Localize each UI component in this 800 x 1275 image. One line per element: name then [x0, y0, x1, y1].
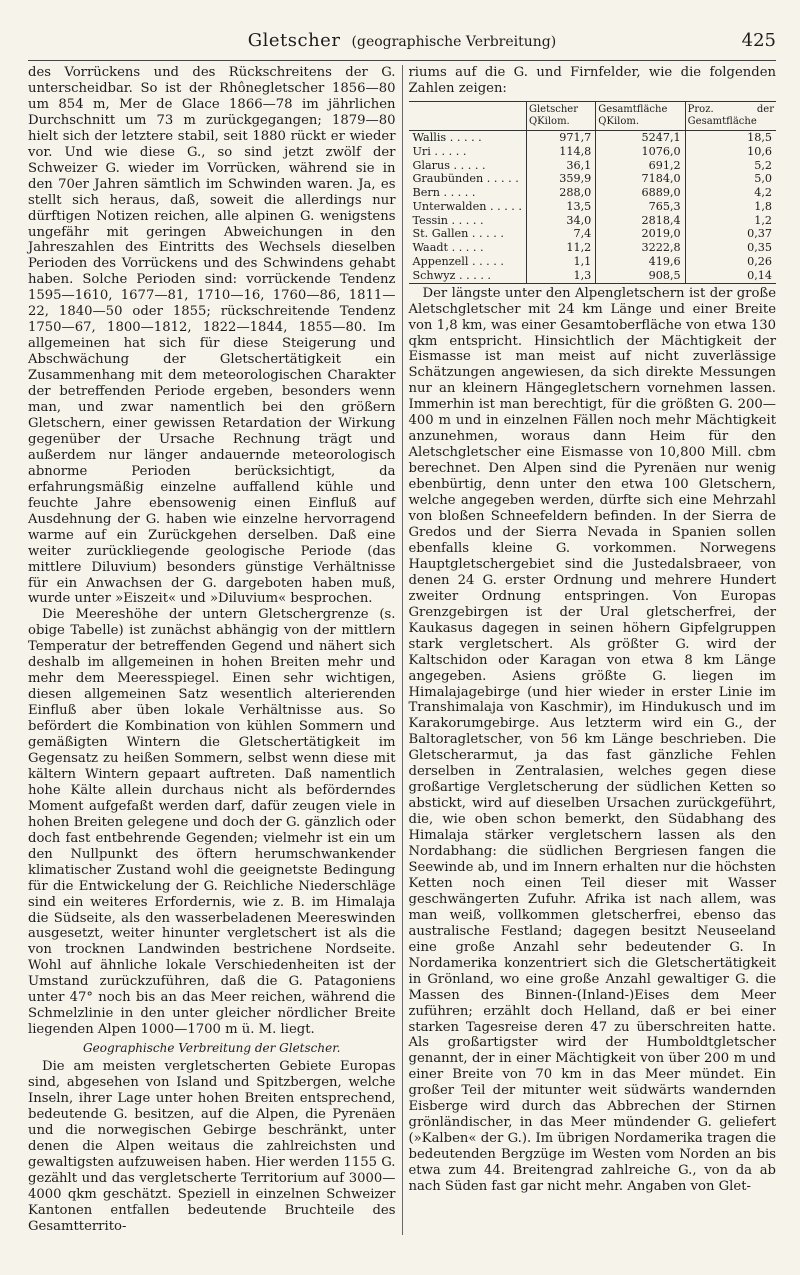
table-header-gesamt: Gesamtfläche QKilom. — [596, 101, 685, 130]
table-row — [409, 130, 777, 144]
canton-cell: Appenzell . . . . . — [412, 255, 504, 269]
section-heading: Geographische Verbreitung der Gletscher. — [83, 1041, 341, 1056]
header-title: Gletscher — [247, 30, 341, 51]
table-intro: riums auf die G. und Firnfelder, wie die folgenden Zahlen zeigen: — [408, 65, 776, 96]
proz-cell: 10,6 — [685, 145, 776, 159]
gesamt-cell: 765,3 — [596, 200, 685, 214]
table-row — [409, 214, 777, 228]
left-column — [28, 65, 396, 1235]
gesamt-cell: 7184,0 — [596, 172, 685, 186]
canton-cell: Tessin . . . . . — [412, 213, 484, 227]
canton-cell: Uri . . . . . — [412, 144, 467, 158]
table-row — [409, 145, 777, 159]
proz-cell: 5,2 — [685, 159, 776, 173]
gesamt-cell: 691,2 — [596, 159, 685, 173]
running-header — [28, 30, 776, 56]
table-row — [409, 200, 777, 214]
gletscher-cell: 7,4 — [526, 227, 595, 241]
gletscher-cell: 359,9 — [526, 172, 595, 186]
table-header-canton — [409, 101, 527, 130]
gesamt-cell: 2019,0 — [596, 227, 685, 241]
canton-cell: Schwyz . . . . . — [409, 269, 527, 283]
gletscher-cell: 971,7 — [526, 130, 595, 144]
gletscher-cell: 1,3 — [526, 269, 595, 283]
canton-cell: St. Gallen . . . . . — [412, 227, 504, 241]
canton-cell: Unterwalden . . . . . — [412, 199, 522, 213]
gletscher-cell: 114,8 — [526, 145, 595, 159]
proz-cell: 0,37 — [685, 227, 776, 241]
paragraph: Der längste unter den Alpengletschern ist der große Aletschgletscher mit 24 km Länge und einer Breite von 1,8 km, was einer Gesamtoberfläche von etwa 130 qkm entspricht. Hinsichtlich der Mächtigkeit der Eismasse ist man meist auf nicht zuverlässige Schätzungen angewiesen, da sich direkte Messungen nur an kleinern Hängegletschern vornehmen lassen. Immerhin ist man berechtigt, für die größten G. 200—400 m und in einzelnen Fällen noch mehr Mächtigkeit anzunehmen, woraus dann Heim für den Aletschgletscher eine Eismasse von 10,800 Mill. cbm berechnet. Den Alpen sind die Pyrenäen nur wenig ebenbürtig, denn unter den etwa 100 Gletschern, welche angegeben werden, dürfte sich eine Mehrzahl von bloßen Schneefeldern befinden. In der Sierra de Gredos und der Sierra Nevada in Spanien sollen ebenfalls kleine G. vorkommen. Norwegens Hauptgletschergebiet sind die Justedalsbraeer, von denen 24 G. erster Ordnung und mehrere Hundert zweiter Ordnung entspringen. Von Europas Grenzgebirgen ist der Ural gletscherfrei, der Kaukasus dagegen in seinen höhern Gipfelgruppen stark vergletschert. Als größter G. wird der Kaltschidon oder Karagan von etwa 8 km Länge angegeben. Asiens größte G. liegen im Himalajagebirge (und hier wieder in erster Linie im Transhimalaja von Kaschmir), im Hindukusch und im Karakorumgebirge. Aus letzterm wird ein G., der Baltoragletscher, von 56 km Länge beschrieben. Die Gletscherarmut, ja das fast gänzliche Fehlen derselben in Zentralasien, welches gegen diese großartige Vergletscherung der südlichen Ketten so abstickt, wird auf dieselben Ursachen zurückgeführt, die, wie oben schon bemerkt, den Südabhang des Himalaja stärker vergletschern lassen als den Nordabhang: die südlichen Bergriesen fangen die Seewinde ab, und im Innern erhalten nur die höchsten Ketten noch einen Teil dieser mit Wasser geschwängerten Zufuhr. Afrika ist nach allem, was man weiß, vollkommen gletscherfrei, ebenso das australische Festland; dagegen besitzt Neuseeland eine große Anzahl sehr bedeutender G. In Nordamerika konzentriert sich die Gletschertätigkeit in Grönland, wo eine große Anzahl gewaltiger G. die Massen des Binnen-(Inland-)Eises dem Meer zuführen; erzählt doch Helland, daß er bei einer starken Tagesreise deren 47 zu überschreiten hatte. Als großartigster wird der Humboldtgletscher genannt, der in einer Mächtigkeit von über 200 m und einer Breite von 70 km in das Meer mündet. Ein großer Teil der mitunter weit südwärts wandernden Eisberge wird durch das Abbrechen der Stirnen grönländischer, in das Meer mündender G. geliefert (»Kalben« der G.). Im übrigen Nordamerika tragen die bedeutenden Bergzüge im Westen vom Norden an bis etwa zum 44. Breitengrad zahlreiche G., von da ab nach Süden fast gar nicht mehr. Angaben von Glet- — [408, 285, 776, 1195]
paragraph: des Vorrückens und des Rückschreitens der G. unterscheidbar. So ist der Rhônegletscher 1856—80 um 854 m, Mer de Glace 1866—78 im jährlichen Durchschnitt um 73 m zurückgegangen; 1879—80 hielt sich der letztere stabil, seit 1880 rückt er wieder vor. Und wie diese G., so sind jetzt zwölf der Schweizer G. wieder im Vorrücken, während sie in den 70er Jahren sämtlich im Schwinden waren. Ja, es stellt sich heraus, daß, soweit die allerdings nur dürftigen Notizen reichen, alle alpinen G. wenigstens ungefähr mit geringen Abweichungen in den Jahreszahlen des Eintritts des Wechsels dieselben Perioden des Vorrückens und des Schwindens gehabt haben. Solche Perioden sind: vorrückende Tendenz 1595—1610, 1677—81, 1710—16, 1760—86, 1811—22, 1840—50 oder 1855; rückschreitende Tendenz 1750—67, 1800—1812, 1822—1844, 1855—80. Im allgemeinen hat sich für diese Steigerung und Abschwächung der Gletschertätigkeit ein Zusammenhang mit dem meteorologischen Charakter der betreffenden Periode ergeben, besonders wenn man, und zwar namentlich bei den größern Gletschern, einer gewissen Retardation der Wirkung gegenüber der Ursache Rechnung trägt und außerdem nur länger andauernde meteorologisch abnorme Perioden berücksichtigt, da erfahrungsmäßig einzelne auffallend kühle und feuchte Jahre ebensowenig einen Einfluß auf Ausdehnung der G. haben wie einzelne hervorragend warme auf ein Zurückgehen derselben. Daß eine weiter zurückliegende geologische Periode (das mittlere Diluvium) besonders günstige Verhältnisse für ein Anwachsen der G. dargeboten haben muß, wurde unter »Eiszeit« und »Diluvium« besprochen. — [28, 65, 396, 607]
proz-cell: 0,26 — [685, 255, 776, 269]
canton-cell: Glarus . . . . . — [412, 158, 486, 172]
table-row — [409, 227, 777, 241]
canton-cell: Waadt . . . . . — [412, 241, 484, 255]
page-number: 425 — [741, 30, 776, 51]
gesamt-cell: 3222,8 — [596, 241, 685, 255]
gletscher-cell: 11,2 — [526, 241, 595, 255]
gesamt-cell: 2818,4 — [596, 214, 685, 228]
column-divider — [402, 65, 403, 1235]
proz-cell: 0,35 — [685, 241, 776, 255]
text-columns — [28, 65, 776, 1235]
gletscher-cell: 13,5 — [526, 200, 595, 214]
proz-cell: 4,2 — [685, 186, 776, 200]
canton-cell: Wallis . . . . . — [412, 130, 482, 144]
gletscher-cell: 36,1 — [526, 159, 595, 173]
gesamt-cell: 6889,0 — [596, 186, 685, 200]
table-header-proz: Proz. der Gesamtfläche — [685, 101, 776, 130]
gletscher-cell: 288,0 — [526, 186, 595, 200]
gletscher-cell: 34,0 — [526, 214, 595, 228]
gletscher-cell: 1,1 — [526, 255, 595, 269]
proz-cell: 0,14 — [685, 269, 776, 283]
canton-cell: Graubünden . . . . . — [412, 172, 519, 186]
table-row — [409, 269, 777, 283]
table-row — [409, 241, 777, 255]
proz-cell: 1,2 — [685, 214, 776, 228]
proz-cell: 18,5 — [685, 130, 776, 144]
table-row — [409, 172, 777, 186]
header-rule — [28, 60, 776, 61]
glacier-table — [409, 101, 777, 284]
gesamt-cell: 1076,0 — [596, 145, 685, 159]
table-row — [409, 255, 777, 269]
header-subtitle: (geographische Verbreitung) — [351, 34, 557, 50]
proz-cell: 1,8 — [685, 200, 776, 214]
gesamt-cell: 419,6 — [596, 255, 685, 269]
gesamt-cell: 5247,1 — [596, 130, 685, 144]
right-column — [409, 65, 777, 1235]
table-row — [409, 186, 777, 200]
gesamt-cell: 908,5 — [596, 269, 685, 283]
table-body — [409, 130, 777, 283]
paragraph: Die am meisten vergletscherten Gebiete Europas sind, abgesehen von Island und Spitzbergen, welche Inseln, ihrer Lage unter hohen Breiten entsprechend, bedeutende G. besitzen, auf die Alpen, die Pyrenäen und die norwegischen Gebirge beschränkt, unter denen die Alpen weitaus die zahlreichsten und gewaltigsten aufzuweisen haben. Hier werden 1155 G. gezählt und das vergletscherte Territorium auf 3000—4000 qkm geschätzt. Speziell in einzelnen Schweizer Kantonen entfallen bedeutende Bruchteile des Gesamtterrito- — [28, 1059, 396, 1234]
table-header-gletscher: Gletscher QKilom. — [526, 101, 595, 130]
proz-cell: 5,0 — [685, 172, 776, 186]
canton-cell: Bern . . . . . — [412, 186, 476, 200]
paragraph: Die Meereshöhe der untern Gletschergrenze (s. obige Tabelle) ist zunächst abhängig von der mittlern Temperatur der betreffenden Gegend und nähert sich deshalb im allgemeinen in hohen Breiten mehr und mehr dem Meeresspiegel. Einen sehr wichtigen, diesen allgemeinen Satz wesentlich alterierenden Einfluß aber üben lokale Verhältnisse aus. So befördert die Kombination von kühlen Sommern und gemäßigten Wintern die Gletschertätigkeit im Gegensatz zu heißen Sommern, selbst wenn diese mit kältern Wintern gepaart auftreten. Daß namentlich hohe Kälte allein durchaus nicht als beförderndes Moment aufgefaßt werden darf, dafür zeugen viele in hohen Breiten gelegene und doch der G. gänzlich oder doch fast entbehrende Gegenden; vielmehr ist ein um den Nullpunkt des öftern herumschwankender klimatischer Zustand wohl die geeignetste Bedingung für die Entwickelung der G. Reichliche Niederschläge sind ein weiteres Erfordernis, wie z. B. im Himalaja die Südseite, als den wasserbeladenen Meereswinden ausgesetzt, weiter hinunter vergletschert ist als die von trocknen Landwinden bestrichene Nordseite. Wohl auf ähnliche lokale Verschiedenheiten ist der Umstand zurückzuführen, daß die G. Patagoniens unter 47° noch bis an das Meer reichen, während die Schmelzlinie in den unter gleicher nördlicher Breite liegenden Alpen 1000—1700 m ü. M. liegt. — [28, 607, 396, 1038]
table-header-row — [409, 101, 777, 130]
table-row — [409, 159, 777, 173]
